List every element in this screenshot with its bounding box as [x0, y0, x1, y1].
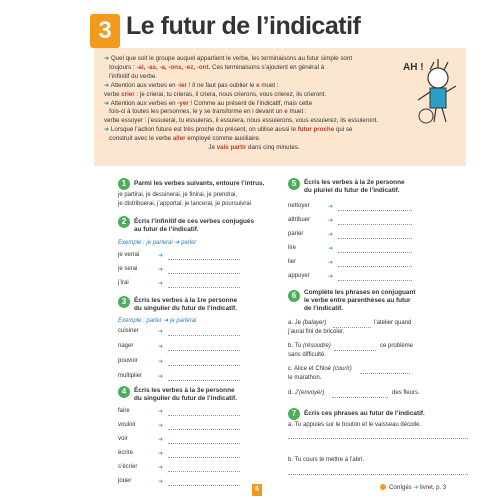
arrow-icon: ➜	[158, 267, 164, 273]
exercise-text: je partirai, je dessinerai, je finirai, je prendrai,	[118, 192, 238, 198]
answer-line[interactable]	[168, 471, 240, 472]
arrow-icon: ➜	[158, 423, 164, 429]
arrow-icon: ➜	[328, 218, 334, 224]
sentence-d-cont: des fleurs.	[392, 390, 420, 396]
verb-label: voir	[118, 436, 128, 442]
answer-line[interactable]	[288, 474, 468, 475]
page-number: 6	[252, 484, 262, 496]
arrow-icon: ➜	[328, 204, 334, 210]
exercise-number: 4	[118, 386, 130, 398]
corriges-dot-icon	[380, 484, 386, 490]
chapter-number: 3	[90, 14, 120, 48]
verb-label: cuisiner	[118, 328, 139, 334]
verb-label: écrire	[118, 450, 134, 456]
verb-label: pouvoir	[118, 358, 138, 364]
answer-line[interactable]	[332, 397, 388, 398]
arrow-icon: ➜	[158, 374, 164, 380]
page-title: Le futur de l’indicatif	[126, 12, 361, 40]
sentence-c-line2: le marathon.	[288, 375, 322, 381]
arrow-icon: ➜	[158, 465, 164, 471]
sentence-a-line2: j’aurai fini de bricoler.	[288, 329, 345, 335]
verb-label: je verrai	[118, 252, 140, 258]
answer-line[interactable]	[168, 335, 240, 336]
answer-line[interactable]	[168, 365, 240, 366]
verb-label: faire	[118, 408, 130, 414]
sentence-b-cont: ce problème	[380, 343, 414, 349]
arrow-icon: ➜	[104, 126, 110, 134]
answer-line[interactable]	[168, 443, 240, 444]
arrow-icon: ➜	[104, 81, 110, 89]
exercise-title: du singulier du futur de l’indicatif.	[134, 395, 237, 402]
rules-text: ➜ Quel que soit le groupe auquel appartient le verbe, les terminaisons au futur simple sont toujours : -ai, -as, -a, -ons, -ez, -ont. Ces terminaisons s’ajoutent en général à l’infinitif du verbe. ➜ Attention aux verbes en -ier ! Il ne faut pas oublier le e muet : verbe crier : je crierai, tu crieras, il criera, nous crierons, vous crierez, ils crieront. ➜ Attention aux verbes en -yer ! Comme au présent de l’indicatif, mais cette fois-ci à toutes les personnes, le y se transforme en i devant un e muet : verbe essuyer : j’essuierai, tu essuieras, il essuiera, nous essuierons, vous essuierez, ils essuieront. ➜ Lorsque l’action future est très proche du présent, on utilise aussi le futur proche qui se construit avec le verbe aller employé comme auxiliaire. Je vais partir dans cinq minutes.	[104, 55, 379, 152]
answer-line[interactable]	[168, 273, 240, 274]
arrow-icon: ➜	[158, 329, 164, 335]
verb-label: lire	[288, 245, 297, 251]
sentence-a-cont: l’atelier quand	[374, 320, 412, 326]
sentence-c: c. Alice et Chloé (courir)	[288, 366, 352, 372]
sentence-a: a. Je (balayer)	[288, 320, 327, 326]
answer-line[interactable]	[338, 280, 412, 281]
answer-line[interactable]	[288, 438, 468, 439]
answer-line[interactable]	[334, 350, 376, 351]
sentence-b: b. Tu cours te mettre à l’abri.	[288, 457, 365, 463]
answer-line[interactable]	[338, 266, 412, 267]
arrow-icon: ➜	[158, 359, 164, 365]
arrow-icon: ➜	[158, 253, 164, 259]
exercise-text: je distribuerai, j’apportai, je lancerai, je poursuivrai	[118, 201, 252, 207]
exercise-number: 7	[288, 408, 300, 420]
exercise-title: au futur de l’indicatif.	[134, 226, 199, 233]
verb-label: nager	[118, 343, 134, 349]
exercise-title: Écris les verbes à la 2e personne	[304, 179, 405, 186]
arrow-icon: ➜	[158, 281, 164, 287]
exercise-title: Écris l’infinitif de ces verbes conjugués	[134, 218, 255, 225]
answer-line[interactable]	[168, 415, 240, 416]
answer-line[interactable]	[338, 238, 412, 239]
answer-line[interactable]	[168, 259, 240, 260]
verb-label: vouloir	[118, 422, 136, 428]
arrow-icon: ➜	[158, 479, 164, 485]
answer-line[interactable]	[338, 224, 412, 225]
arrow-icon: ➜	[158, 344, 164, 350]
exercise-title: le verbe entre parenthèses au futur	[304, 297, 411, 304]
exercise-example: Exemple : parler ➜ je parlerai	[118, 318, 197, 324]
answer-line[interactable]	[360, 373, 410, 374]
sentence-d: d. J’(envoyer)	[288, 390, 325, 396]
arrow-icon: ➜	[158, 451, 164, 457]
exercise-number: 1	[118, 178, 130, 190]
corriges-link[interactable]: Corrigés ➜ livret, p. 3	[380, 484, 446, 491]
arrow-icon: ➜	[328, 246, 334, 252]
answer-line[interactable]	[168, 429, 240, 430]
arrow-icon: ➜	[158, 437, 164, 443]
arrow-icon: ➜	[328, 232, 334, 238]
answer-line[interactable]	[168, 485, 240, 486]
verb-label: je serai	[118, 266, 138, 272]
answer-line[interactable]	[333, 327, 371, 328]
arrow-icon: ➜	[104, 55, 110, 62]
exercise-number: 3	[118, 296, 130, 308]
verb-label: parier	[288, 231, 304, 237]
verb-label: multiplier	[118, 373, 143, 379]
verb-label: j’irai	[118, 280, 129, 286]
verb-label: attribuer	[288, 217, 311, 223]
exercise-title: Complète les phrases en conjuguant	[304, 289, 416, 296]
verb-label: jouer	[118, 478, 132, 484]
verb-label: nettoyer	[288, 203, 310, 209]
answer-line[interactable]	[168, 350, 240, 351]
arrow-icon: ➜	[104, 99, 110, 107]
arrow-icon: ➜	[328, 260, 334, 266]
exercise-title: Écris les verbes à la 1re personne	[134, 297, 238, 304]
sentence-a: a. Tu appuies sur le bouton et le vaisseau décolle.	[288, 422, 422, 428]
arrow-icon: ➜	[328, 274, 334, 280]
cartoon-character-icon	[400, 56, 460, 126]
exercise-title: Écris ces phrases au futur de l’indicatif.	[304, 410, 425, 417]
answer-line[interactable]	[168, 380, 240, 381]
arrow-icon: ➜	[158, 409, 164, 415]
verb-label: appuyer	[288, 273, 310, 279]
verb-label: lier	[288, 259, 297, 265]
exercise-number: 5	[288, 178, 300, 190]
exercise-title: Parmi les verbes suivants, entoure l’intrus.	[134, 180, 265, 187]
exercise-title: du singulier du futur de l’indicatif.	[134, 305, 237, 312]
exercise-example: Exemple : je parlerai ➜ parler	[118, 240, 197, 246]
exercise-title: du pluriel du futur de l’indicatif.	[304, 187, 400, 194]
answer-line[interactable]	[338, 210, 412, 211]
exercise-title: de l’indicatif.	[304, 305, 344, 312]
answer-line[interactable]	[168, 457, 240, 458]
sentence-b-line2: sans difficulté.	[288, 352, 326, 358]
exercise-number: 6	[288, 290, 300, 302]
sentence-b: b. Tu (résoudre)	[288, 343, 331, 349]
cartoon-exclamation: AH !	[403, 62, 424, 73]
exercise-number: 2	[118, 216, 130, 228]
verb-label: s’écrier	[118, 464, 138, 470]
answer-line[interactable]	[338, 252, 412, 253]
answer-line[interactable]	[168, 287, 240, 288]
exercise-title: Écris les verbes à la 3e personne	[134, 387, 235, 394]
